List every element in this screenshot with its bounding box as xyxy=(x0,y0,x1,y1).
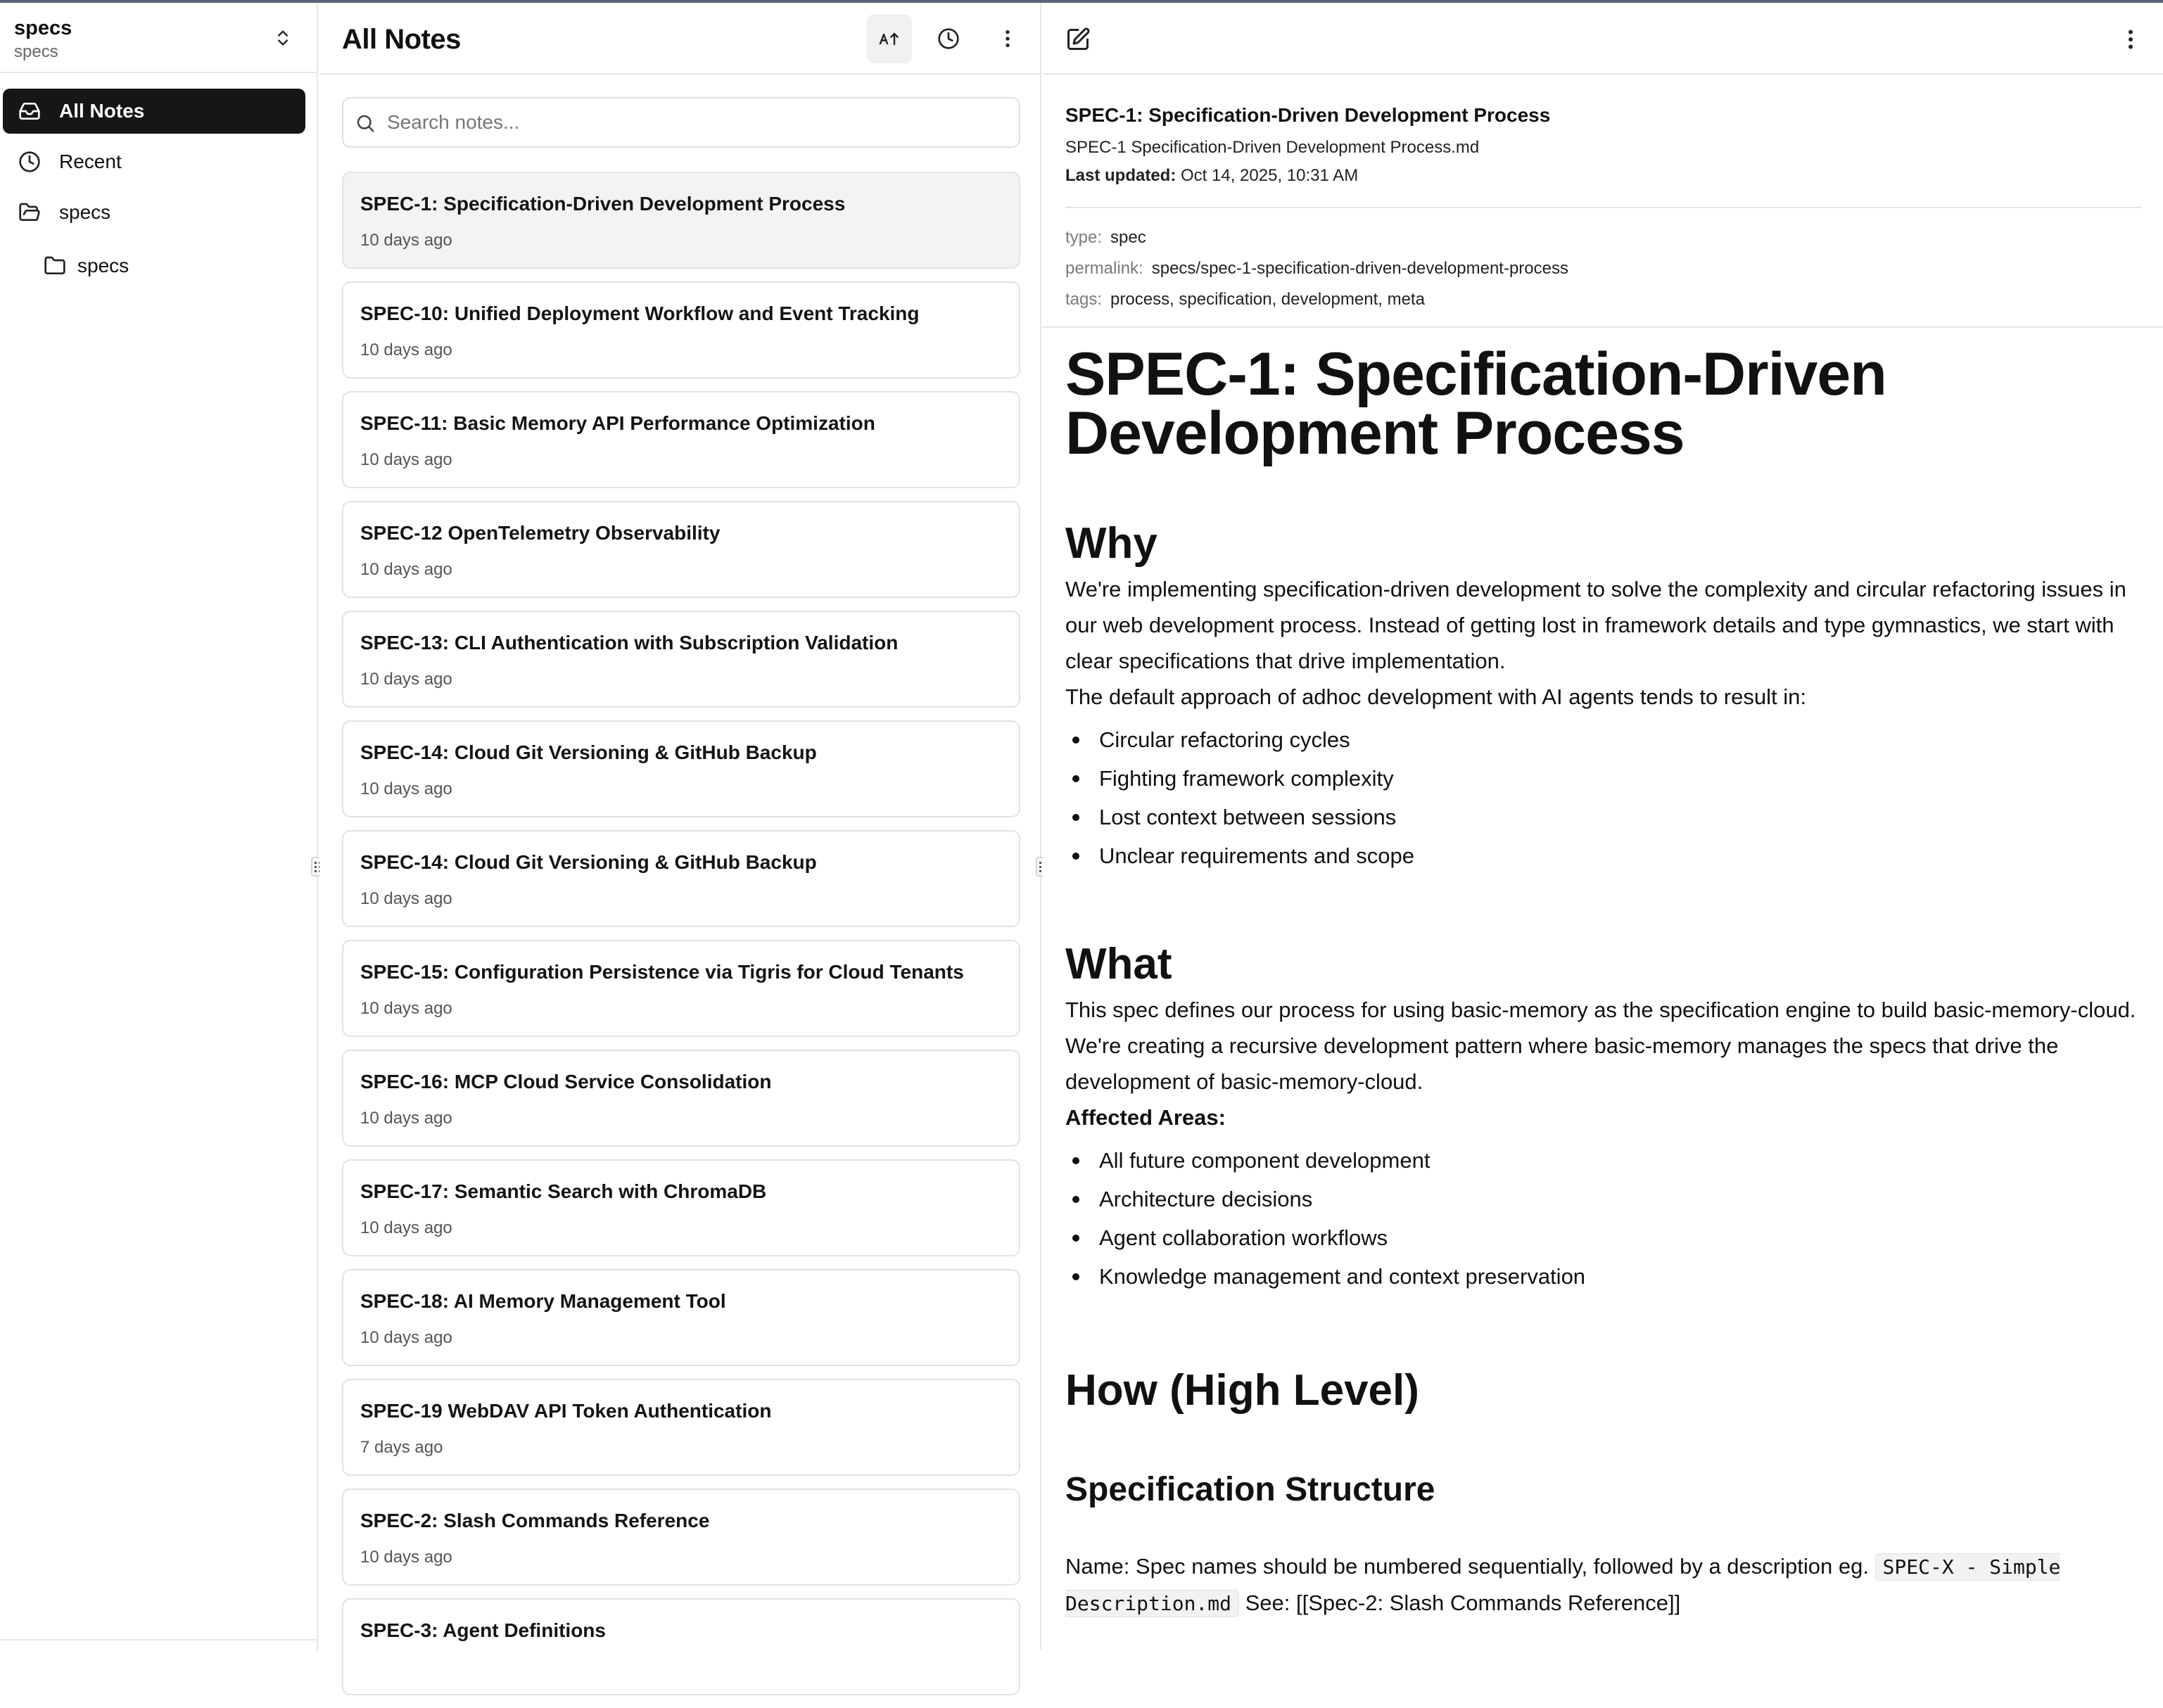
list-item: Lost context between sessions xyxy=(1065,798,2142,836)
sidebar-item-label: All Notes xyxy=(59,100,145,122)
frontmatter-key: permalink: xyxy=(1065,259,1143,278)
folder-open-icon xyxy=(18,201,41,224)
note-card[interactable] xyxy=(342,940,1020,1037)
section-heading-how: How (High Level) xyxy=(1065,1366,1419,1415)
note-meta-title: SPEC-1: Specification-Driven Development Process xyxy=(1065,104,1551,126)
sidebar-item-label: Recent xyxy=(59,151,122,172)
note-card[interactable] xyxy=(342,1159,1020,1256)
frontmatter-tags xyxy=(1065,290,1425,310)
note-card[interactable] xyxy=(342,830,1020,927)
section-heading-why: Why xyxy=(1065,519,1157,568)
sidebar-item-label: specs xyxy=(77,255,129,276)
note-body xyxy=(1065,340,2142,1621)
inbox-icon xyxy=(18,100,41,122)
note-title: SPEC-3: Agent Definitions xyxy=(360,1619,606,1641)
list-item: Circular refactoring cycles xyxy=(1065,720,2142,759)
note-date: 7 days ago xyxy=(360,1438,443,1457)
note-date: 10 days ago xyxy=(360,779,452,798)
paragraph-naming xyxy=(1065,1548,2142,1621)
list-item: Architecture decisions xyxy=(1065,1180,2142,1218)
note-date: 10 days ago xyxy=(360,889,452,908)
note-title: SPEC-1: Specification-Driven Development Process xyxy=(360,193,846,215)
clock-icon xyxy=(937,27,960,50)
bullet-list xyxy=(1065,720,2142,875)
bullet-list xyxy=(1065,1141,2142,1296)
list-item: Unclear requirements and scope xyxy=(1065,836,2142,875)
subsection-heading: Specification Structure xyxy=(1065,1471,1435,1508)
frontmatter-key: type: xyxy=(1065,228,1103,247)
affected-areas-label: Affected Areas: xyxy=(1065,1105,1226,1130)
note-card[interactable] xyxy=(342,1489,1020,1586)
folder-icon xyxy=(44,255,66,277)
note-title: SPEC-13: CLI Authentication with Subscription Validation xyxy=(360,632,899,654)
search-icon xyxy=(355,113,376,134)
note-card[interactable] xyxy=(342,720,1020,817)
sidebar-item-specs-folder[interactable] xyxy=(3,190,305,235)
search-box xyxy=(342,97,1020,148)
frontmatter-type xyxy=(1065,228,1146,248)
text: Name: Spec names should be numbered sequentially, followed by a description eg. xyxy=(1065,1554,1875,1579)
sidebar-item-all-notes[interactable] xyxy=(3,89,305,134)
note-card[interactable] xyxy=(342,391,1020,488)
sort-by-date-button[interactable] xyxy=(926,14,971,63)
sidebar-item-recent[interactable] xyxy=(3,139,305,184)
note-date: 10 days ago xyxy=(360,450,452,469)
list-item: Fighting framework complexity xyxy=(1065,759,2142,798)
more-vertical-icon[interactable] xyxy=(2118,27,2143,52)
notes-list xyxy=(342,172,1020,1708)
note-title: SPEC-11: Basic Memory API Performance Optimization xyxy=(360,412,875,434)
note-filename: SPEC-1 Specification-Driven Development Process.md xyxy=(1065,138,1480,157)
note-title: SPEC-17: Semantic Search with ChromaDB xyxy=(360,1180,767,1202)
notes-panel xyxy=(319,3,1041,1650)
notes-panel-title: All Notes xyxy=(342,24,461,55)
list-item: Knowledge management and context preservation xyxy=(1065,1257,2142,1296)
note-date: 10 days ago xyxy=(360,670,452,689)
note-card[interactable] xyxy=(342,611,1020,708)
note-date: 10 days ago xyxy=(360,560,452,579)
wiki-link[interactable]: See: [[Spec-2: Slash Commands Reference]] xyxy=(1239,1591,1681,1615)
edit-icon[interactable] xyxy=(1065,27,1091,52)
note-card[interactable] xyxy=(342,281,1020,378)
last-updated-value: Oct 14, 2025, 10:31 AM xyxy=(1181,166,1359,185)
frontmatter-bottom-divider xyxy=(1043,326,2163,328)
note-title: SPEC-12 OpenTelemetry Observability xyxy=(360,522,721,544)
note-card[interactable] xyxy=(342,1598,1020,1695)
sort-alpha-icon xyxy=(878,27,901,50)
note-title: SPEC-18: AI Memory Management Tool xyxy=(360,1290,726,1312)
workspace-switcher[interactable] xyxy=(0,3,317,73)
workspace-subtitle: specs xyxy=(14,42,58,61)
note-title: SPEC-15: Configuration Persistence via Tigris for Cloud Tenants xyxy=(360,961,964,983)
paragraph: The default approach of adhoc development with AI agents tends to result in: xyxy=(1065,684,1806,709)
inline-code: SPEC-X - Simple Description.md xyxy=(1065,1553,2060,1617)
list-item: All future component development xyxy=(1065,1141,2142,1180)
note-card[interactable] xyxy=(342,501,1020,598)
sort-alphabetical-button[interactable] xyxy=(867,14,912,63)
sidebar-item-label: specs xyxy=(59,201,111,223)
note-detail xyxy=(1043,3,2163,1650)
note-last-updated xyxy=(1065,166,1358,186)
note-date: 10 days ago xyxy=(360,1218,452,1237)
note-title: SPEC-14: Cloud Git Versioning & GitHub Backup xyxy=(360,741,817,763)
note-title: SPEC-14: Cloud Git Versioning & GitHub Backup xyxy=(360,851,817,873)
clock-icon xyxy=(18,151,41,173)
list-item: Agent collaboration workflows xyxy=(1065,1218,2142,1257)
note-card[interactable] xyxy=(342,1050,1020,1147)
note-card[interactable] xyxy=(342,172,1020,269)
sidebar xyxy=(0,3,318,1650)
workspace-name: specs xyxy=(14,17,72,39)
frontmatter-value: specs/spec-1-specification-driven-development-process xyxy=(1151,259,1568,278)
search-input[interactable] xyxy=(387,104,1006,141)
note-date: 10 days ago xyxy=(360,340,452,359)
note-date: 10 days ago xyxy=(360,1328,452,1347)
note-heading: SPEC-1: Specification-Driven Development Process xyxy=(1065,340,1886,467)
frontmatter-value: spec xyxy=(1110,228,1146,247)
sidebar-item-specs-subfolder[interactable] xyxy=(3,243,305,288)
note-date: 10 days ago xyxy=(360,999,452,1018)
note-date: 10 days ago xyxy=(360,231,452,250)
notes-header xyxy=(319,3,1040,75)
chevron-up-down-icon xyxy=(273,27,293,49)
note-title: SPEC-16: MCP Cloud Service Consolidation xyxy=(360,1071,772,1092)
app xyxy=(0,3,2163,1650)
note-title: SPEC-2: Slash Commands Reference xyxy=(360,1510,710,1531)
sidebar-footer-divider xyxy=(0,1639,317,1640)
last-updated-label: Last updated: xyxy=(1065,166,1176,185)
note-title: SPEC-19 WebDAV API Token Authentication xyxy=(360,1400,772,1422)
note-card[interactable] xyxy=(342,1379,1020,1476)
detail-toolbar xyxy=(1043,3,2163,75)
paragraph: We're implementing specification-driven development to solve the complexity and circular refactoring issues in our web development process. Instead of getting lost in framework details and type gymnastics, we start with clear specifications that drive implementation. xyxy=(1065,577,2126,673)
note-title: SPEC-10: Unified Deployment Workflow and Event Tracking xyxy=(360,302,920,324)
frontmatter-permalink xyxy=(1065,259,1568,279)
section-heading-what: What xyxy=(1065,940,1172,988)
frontmatter-value: process, specification, development, meta xyxy=(1110,290,1425,309)
more-vertical-icon xyxy=(996,27,1019,50)
frontmatter-divider xyxy=(1065,207,2142,208)
frontmatter-key: tags: xyxy=(1065,290,1103,309)
note-date: 10 days ago xyxy=(360,1548,452,1567)
paragraph: This spec defines our process for using basic-memory as the specification engine to build basic-memory-cloud. We're creating a recursive development pattern where basic-memory manages the specs that drive the development of basic-memory-cloud. xyxy=(1065,998,2136,1094)
notes-more-options-button[interactable] xyxy=(985,14,1030,63)
note-date: 10 days ago xyxy=(360,1109,452,1128)
note-card[interactable] xyxy=(342,1269,1020,1366)
